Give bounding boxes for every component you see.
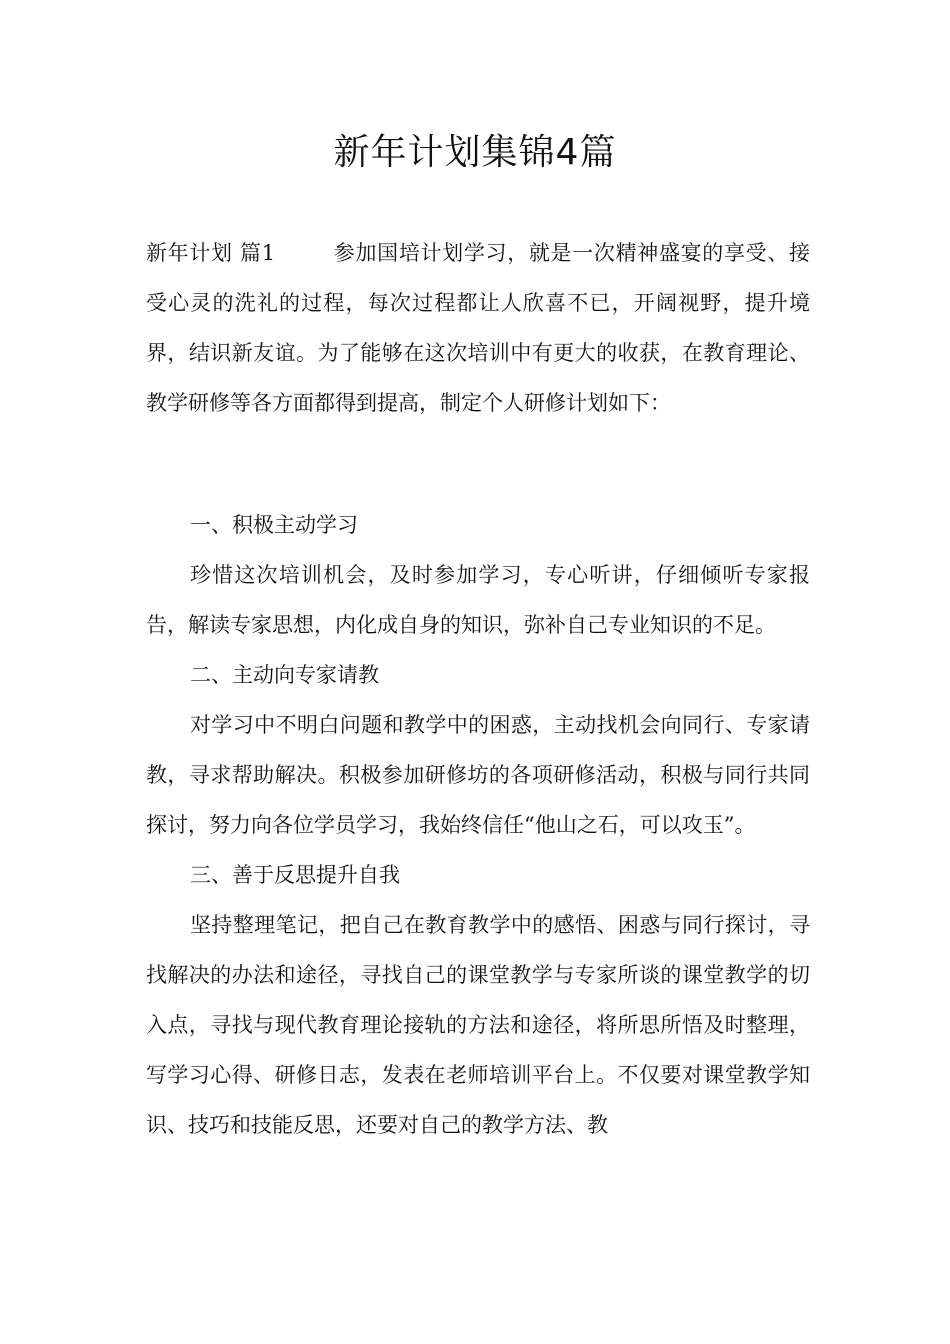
section-gap bbox=[146, 428, 810, 500]
section-paragraph: 坚持整理笔记，把自己在教育教学中的感悟、困惑与同行探讨，寻找解决的办法和途径，寻找自己的课堂教学与专家所谈的课堂教学的切入点，寻找与现代教育理论接轨的方法和途径，将所思所悟及时整理，写学习心得、研修日志，发表在老师培训平台上。不仅要对课堂教学知识、技巧和技能反思，还要对自己的教学方法、教 bbox=[146, 913, 810, 1137]
section-paragraph: 对学习中不明白问题和教学中的困惑，主动找机会向同行、专家请教，寻求帮助解决。积极参加研修坊的各项研修活动，积极与同行共同探讨，努力向各位学员学习，我始终信任“他山之石，可以攻玉”。 bbox=[146, 713, 810, 837]
section-heading: 三、善于反思提升自我 bbox=[190, 863, 400, 887]
intro-text: 参加国培计划学习，就是一次精神盛宴的享受、接受心灵的洗礼的过程，每次过程都让人欣喜不已，开阔视野，提升境界，结识新友谊。为了能够在这次培训中有更大的收获，在教育理论、教学研修等各方面都得到提高，制定个人研修计划如下： bbox=[146, 241, 810, 415]
intro-paragraph bbox=[146, 228, 810, 428]
document-title: 新年计划集锦4篇 bbox=[333, 132, 617, 173]
section-heading: 一、积极主动学习 bbox=[190, 513, 358, 537]
section-paragraph: 珍惜这次培训机会，及时参加学习，专心听讲，仔细倾听专家报告，解读专家思想，内化成自身的知识，弥补自己专业知识的不足。 bbox=[146, 563, 810, 637]
intro-label: 新年计划 篇1 bbox=[146, 241, 276, 265]
section-heading: 二、主动向专家请教 bbox=[190, 663, 379, 687]
document-body bbox=[146, 228, 810, 1150]
